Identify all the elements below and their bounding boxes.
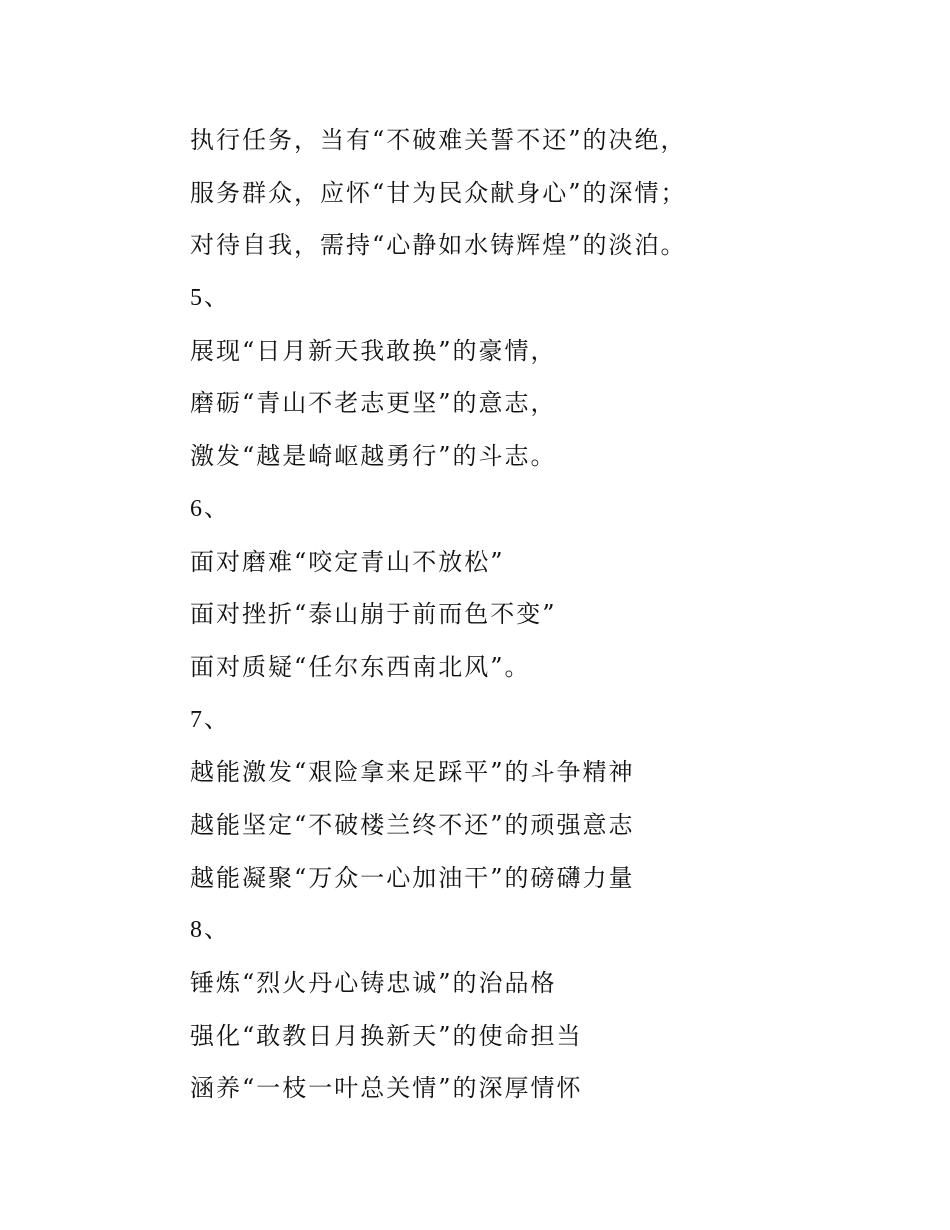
section-number: 7、: [190, 706, 230, 733]
section-number: 6、: [190, 495, 230, 522]
document-body: [190, 114, 890, 1115]
text-line: 涵养“一枝一叶总关情”的深厚情怀: [190, 1074, 583, 1103]
text-line: 面对磨难“咬定青山不放松”: [190, 547, 505, 576]
text-line: 越能凝聚“万众一心加油干”的磅礴力量: [190, 863, 635, 892]
text-line: 强化“敢教日月换新天”的使命担当: [190, 1021, 583, 1050]
text-line: 越能激发“艰险拿来足踩平”的斗争精神: [190, 758, 635, 787]
text-line: 服务群众，应怀“甘为民众献身心”的深情；: [190, 178, 687, 207]
section-number: 8、: [190, 917, 230, 944]
text-line: 展现“日月新天我敢换”的豪情，: [190, 336, 557, 365]
text-line: 执行任务，当有“不破难关誓不还”的决绝，: [190, 126, 687, 154]
text-line: 对待自我，需持“心静如水铸辉煌”的淡泊。: [190, 231, 687, 260]
text-line: 锤炼“烈火丹心铸忠诚”的治品格: [190, 969, 557, 997]
text-line: 面对质疑“任尔东西南北风”。: [190, 652, 531, 681]
text-line: 越能坚定“不破楼兰终不还”的顽强意志: [190, 810, 635, 839]
text-line: 磨砺“青山不老志更坚”的意志，: [190, 389, 557, 418]
section-number: 5、: [190, 285, 230, 312]
text-line: 面对挫折“泰山崩于前而色不变”: [190, 600, 557, 629]
text-line: 激发“越是崎岖越勇行”的斗志。: [190, 442, 557, 471]
